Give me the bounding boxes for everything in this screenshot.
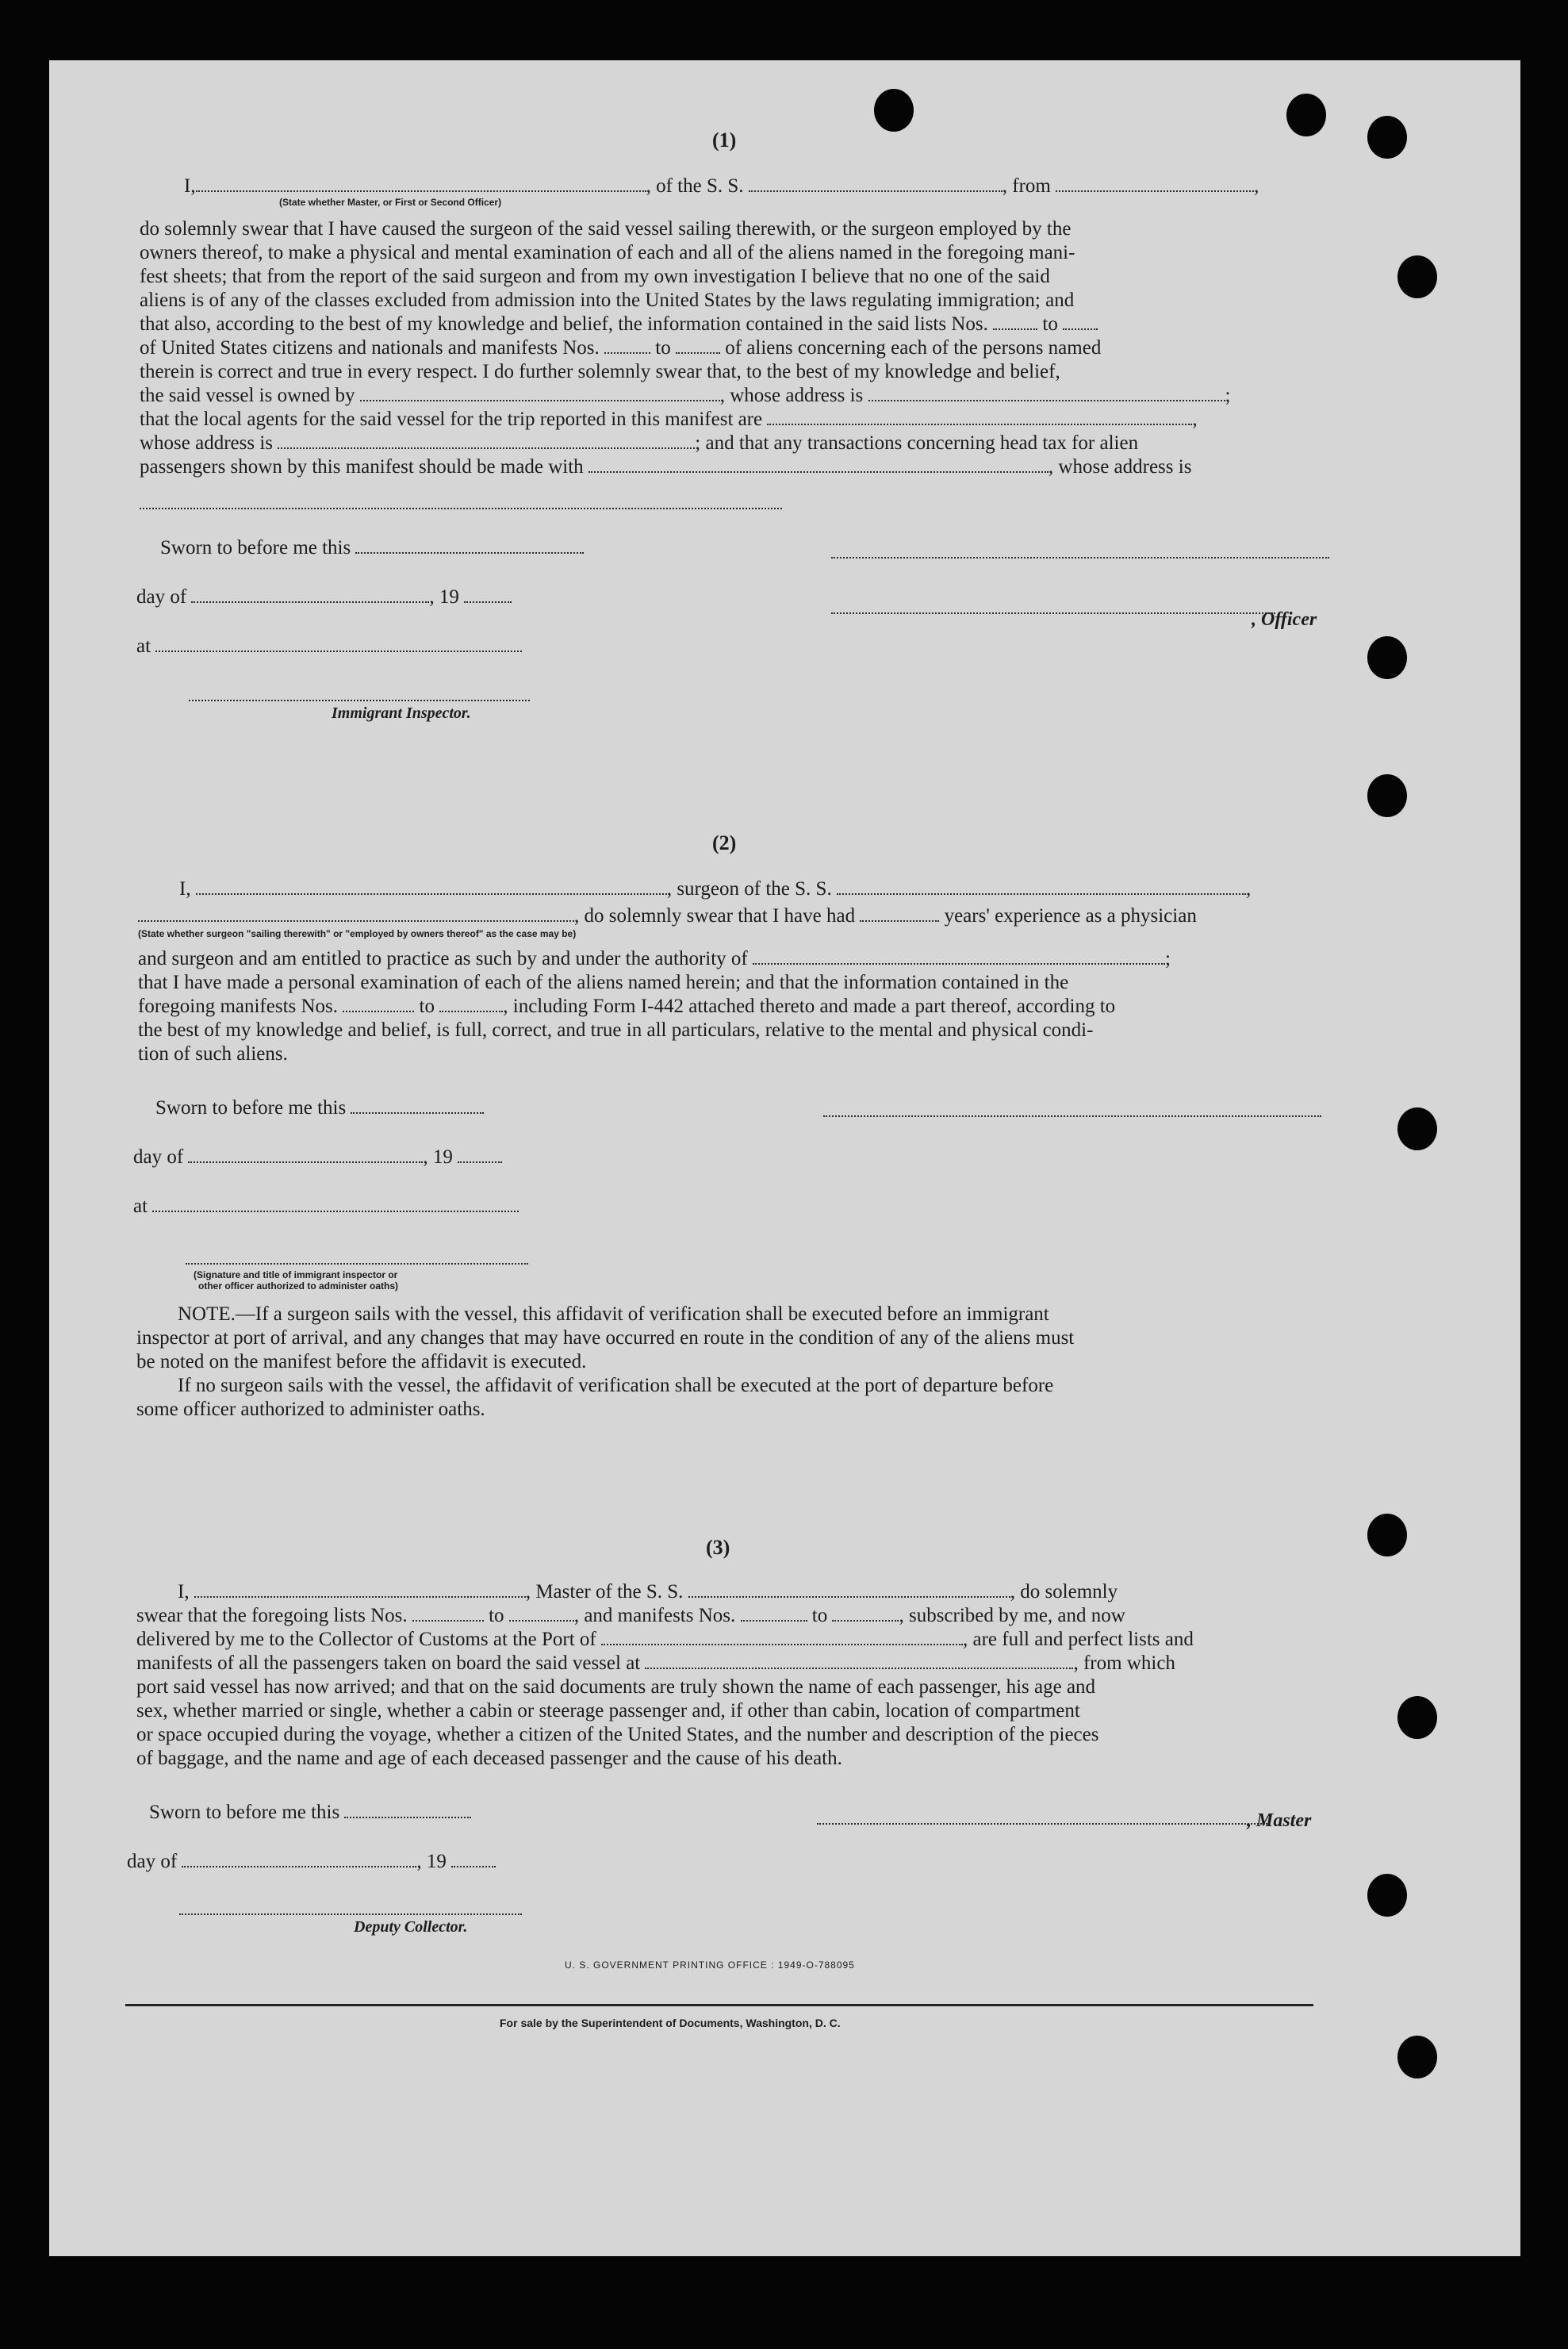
section-3-dayof: day of , 19 xyxy=(127,1850,496,1874)
section-3-master-line xyxy=(817,1823,1267,1825)
section-1-paragraph: do solemnly swear that I have caused the surgeon of the said vessel sailing therewith, or the surgeon employed by the owners thereof, to make a physical and mental examination of each and all of the aliens named in the foregoing mani- fest sheets; that from the report of the said surgeon and from my own investigation I believe that no one of the said aliens is of any of the classes excluded from admission into the United States by the laws regulating immigration; and that also, according to the best of my knowledge and belief, the information contained in the said lists Nos. to of United States citizens and nationals and manifests Nos. to of aliens concerning each of the persons named therein is correct and true in every respect. I do further solemnly swear that, to the best of my knowledge and belief, the said vessel is owned by , whose address is ; that the local agents for the said vessel for the trip reported in this manifest are , whose address is ; and that any transactions concerning head tax for alien passengers shown by this manifest should be made with , whose address is xyxy=(140,218,1231,478)
section-1-line-1: I, , of the S. S. , from , xyxy=(184,175,1259,197)
section-1-at: at xyxy=(136,635,522,658)
section-1-inspector-line xyxy=(189,700,530,701)
manifest-page xyxy=(49,60,1520,2256)
punch-hole xyxy=(1367,116,1407,159)
punch-hole xyxy=(1397,255,1437,298)
footer-sale-notice: For sale by the Superintendent of Documents, Washington, D. C. xyxy=(500,2017,841,2029)
footer-rule xyxy=(125,2004,1313,2006)
section-3-number: (3) xyxy=(706,1536,730,1559)
section-1-officer-line xyxy=(831,557,1329,558)
punch-hole xyxy=(1367,1874,1407,1917)
section-1-dayof: day of , 19 xyxy=(136,585,512,609)
section-3-sworn: Sworn to before me this xyxy=(149,1801,471,1825)
punch-hole xyxy=(1367,1514,1407,1556)
section-2-paragraph: and surgeon and am entitled to practice as such by and under the authority of ; that I have made a personal examination of each of the aliens named herein; and that the information contained in the foregoing manifests Nos. to , including Form I-442 attached thereto and made a part thereof, according to the best of my knowledge and belief, is full, correct, and true in all particulars, relative to the mental and physical condi- tion of such aliens. xyxy=(138,948,1171,1065)
section-2-at: at xyxy=(133,1195,519,1219)
punch-hole xyxy=(1367,636,1407,679)
printing-office-imprint: U. S. GOVERNMENT PRINTING OFFICE : 1949-O-788095 xyxy=(565,1959,855,1971)
section-3-paragraph: I, , Master of the S. S. , do solemnly swear that the foregoing lists Nos. to , and manifests Nos. to , subscribed by me, and now delivered by me to the Collector of Customs at the Port of , are full and perfect lists and manifests of all the passengers taken on board the said vessel at , from which port said vessel has now arrived; and that on the said documents are truly shown the name of each passenger, his age and sex, whether married or single, whether a cabin or steerage passenger and, if other than cabin, location of compartment or space occupied during the voyage, whether a citizen of the United States, and the number and description of the pieces of baggage, and the name and age of each deceased passenger and the cause of his death. xyxy=(136,1581,1194,1769)
section-1-sworn: Sworn to before me this xyxy=(160,536,584,560)
section-2-line-2: , do solemnly swear that I have had years' experience as a physician xyxy=(138,904,1197,928)
section-2-dayof: day of , 19 xyxy=(133,1146,502,1169)
punch-hole xyxy=(1397,1696,1437,1739)
punch-hole xyxy=(1367,774,1407,817)
punch-hole xyxy=(874,89,914,132)
section-2-sig-caption-1: (Signature and title of immigrant inspector or xyxy=(194,1269,398,1280)
section-2-sworn: Sworn to before me this xyxy=(155,1096,484,1120)
section-2-sig-line xyxy=(823,1115,1321,1117)
note-block: NOTE.—If a surgeon sails with the vessel, this affidavit of verification shall be executed before an immigrant inspector at port of arrival, and any changes that may have occurred en route in the condition of any of the aliens must be noted on the manifest before the affidavit is executed. If no surgeon sails with the vessel, the affidavit of verification shall be executed at the port of departure before some officer authorized to administer oaths. xyxy=(136,1303,1075,1420)
section-1-trailing-line xyxy=(140,508,782,509)
section-1-caption: (State whether Master, or First or Second Officer) xyxy=(279,197,502,208)
section-1-inspector-label: Immigrant Inspector. xyxy=(332,704,471,722)
section-3-collector-label: Deputy Collector. xyxy=(354,1918,468,1936)
section-2-caption: (State whether surgeon "sailing therewith" or "employed by owners thereof" as the case may be) xyxy=(138,928,577,939)
section-2-sig-caption-2: other officer authorized to administer oaths) xyxy=(198,1280,399,1292)
section-3-collector-line xyxy=(179,1913,522,1915)
punch-hole xyxy=(1286,94,1326,136)
section-2-line-1: I, , surgeon of the S. S. , xyxy=(179,878,1252,900)
section-1-officer-label: , Officer xyxy=(1252,609,1317,630)
section-1-number: (1) xyxy=(712,129,737,152)
punch-hole xyxy=(1397,2036,1437,2078)
section-2-number: (2) xyxy=(712,831,737,854)
section-2-official-line xyxy=(186,1263,528,1265)
punch-hole xyxy=(1397,1107,1437,1150)
section-3-master-label: , Master xyxy=(1247,1810,1312,1831)
section-1-officer-sig-line xyxy=(831,612,1275,614)
